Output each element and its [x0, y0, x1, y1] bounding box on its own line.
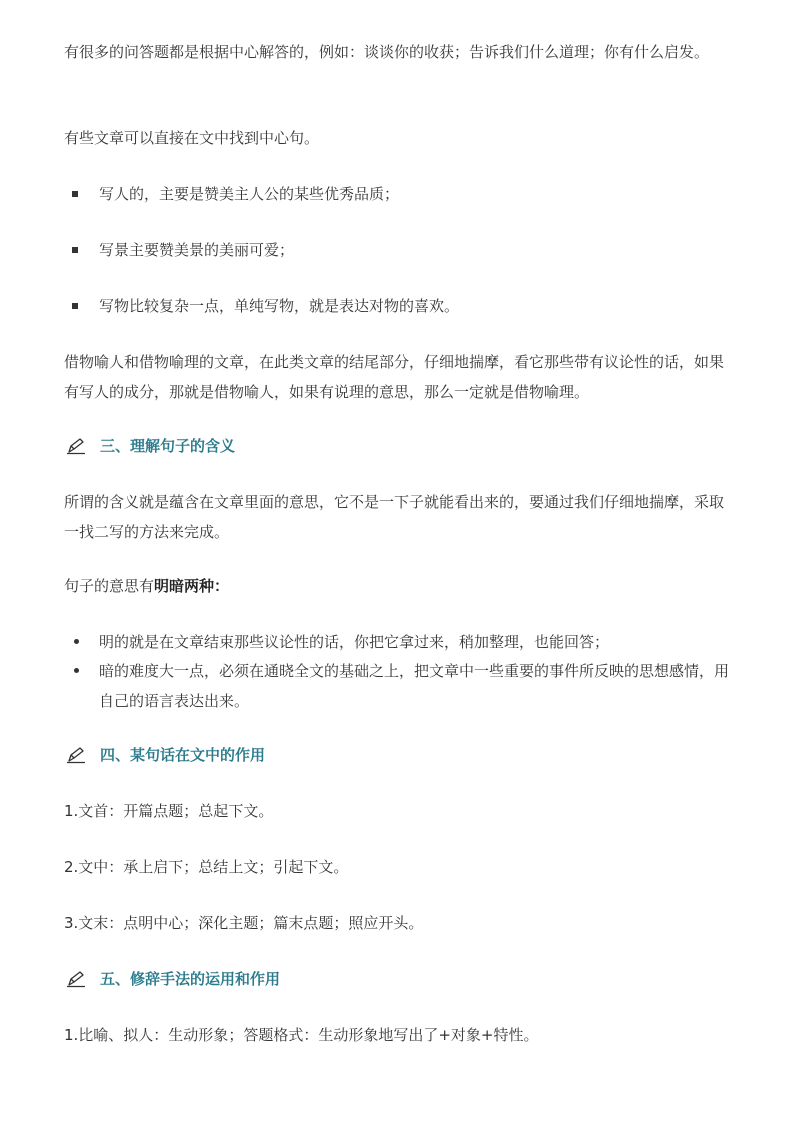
- square-bullet-icon: [72, 303, 78, 309]
- paragraph-intro: 有很多的问答题都是根据中心解答的，例如：谈谈你的收获；告诉我们什么道理；你有什么启发。: [64, 43, 710, 61]
- section-heading-text: 三、理解句子的含义: [100, 437, 236, 455]
- section-heading-4: [64, 740, 734, 770]
- pencil-write-icon: [66, 437, 86, 455]
- dot-bullet-icon: [74, 668, 79, 673]
- paragraph-metaphor: 借物喻人和借物喻理的文章，在此类文章的结尾部分，仔细地揣摩，看它那些带有议论性的话，如果有写人的成分，那就是借物喻人，如果有说理的意思，那么一定就是借物喻理。: [64, 353, 725, 401]
- list-item-text: 写物比较复杂一点，单纯写物，就是表达对物的喜欢。: [99, 297, 460, 315]
- role-item: 2.文中：承上启下；总结上文；引起下文。: [64, 858, 349, 876]
- rhetoric-item: 1.比喻、拟人：生动形象；答题格式：生动形象地写出了+对象+特性。: [64, 1026, 539, 1044]
- square-bullet-icon: [72, 247, 78, 253]
- list-item-text: 暗的难度大一点，必须在通晓全文的基础之上，把文章中一些重要的事件所反映的思想感情，用自己的语言表达出来。: [99, 662, 730, 710]
- paragraph-meaning: 所谓的含义就是蕴含在文章里面的意思，它不是一下子就能看出来的，要通过我们仔细地揣摩，采取一找二写的方法来完成。: [64, 493, 725, 541]
- role-item: 3.文末：点明中心；深化主题；篇末点题；照应开头。: [64, 914, 424, 932]
- paragraph-center-sentence: 有些文章可以直接在文中找到中心句。: [64, 129, 320, 147]
- paragraph-two-kinds: [64, 571, 734, 601]
- pencil-write-icon: [66, 970, 86, 988]
- list-item-text: 写景主要赞美景的美丽可爱；: [99, 241, 295, 259]
- list-item-text: 明的就是在文章结束那些议论性的话，你把它拿过来，稍加整理，也能回答；: [99, 633, 610, 651]
- text-bold: 明暗两种：: [154, 577, 230, 595]
- role-item: 1.文首：开篇点题；总起下文。: [64, 802, 274, 820]
- dot-bullet-icon: [74, 639, 79, 644]
- section-heading-3: [64, 431, 734, 461]
- pencil-write-icon: [66, 746, 86, 764]
- section-heading-text: 四、某句话在文中的作用: [100, 746, 266, 764]
- square-bullet-icon: [72, 191, 78, 197]
- text-prefix: 句子的意思有: [64, 577, 155, 595]
- list-item-text: 写人的，主要是赞美主人公的某些优秀品质；: [99, 185, 400, 203]
- section-heading-5: [64, 964, 734, 994]
- section-heading-text: 五、修辞手法的运用和作用: [100, 970, 281, 988]
